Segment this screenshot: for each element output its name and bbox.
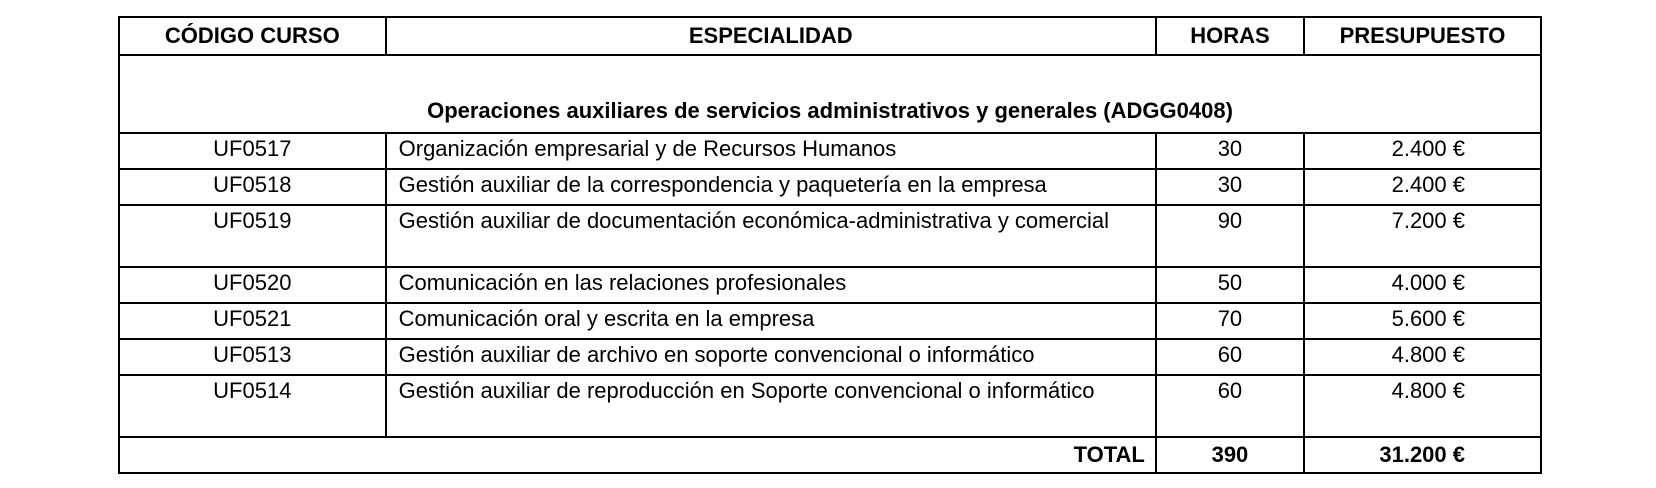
course-budget: 5.600 € [1304, 303, 1541, 339]
course-budget: 2.400 € [1304, 169, 1541, 205]
course-budget: 4.800 € [1304, 375, 1541, 437]
table-row [119, 339, 1541, 375]
course-hours: 60 [1156, 339, 1304, 375]
table-row [119, 169, 1541, 205]
course-specialty: Organización empresarial y de Recursos Humanos [386, 133, 1156, 169]
total-budget: 31.200 € [1304, 437, 1541, 473]
course-code: UF0514 [119, 375, 386, 437]
course-specialty: Comunicación oral y escrita en la empresa [386, 303, 1156, 339]
total-label: TOTAL [119, 437, 1156, 473]
total-row [119, 437, 1541, 473]
header-row [119, 17, 1541, 55]
course-hours: 60 [1156, 375, 1304, 437]
table-row [119, 267, 1541, 303]
course-hours: 90 [1156, 205, 1304, 267]
course-budget: 2.400 € [1304, 133, 1541, 169]
course-budget-table [118, 16, 1542, 474]
course-budget: 4.800 € [1304, 339, 1541, 375]
total-hours: 390 [1156, 437, 1304, 473]
section-title: Operaciones auxiliares de servicios administrativos y generales (ADGG0408) [119, 55, 1541, 133]
course-specialty: Comunicación en las relaciones profesionales [386, 267, 1156, 303]
course-hours: 30 [1156, 169, 1304, 205]
course-code: UF0520 [119, 267, 386, 303]
course-code: UF0518 [119, 169, 386, 205]
course-specialty: Gestión auxiliar de documentación económica-administrativa y comercial [386, 205, 1156, 267]
course-code: UF0519 [119, 205, 386, 267]
header-specialty: ESPECIALIDAD [386, 17, 1156, 55]
header-code: CÓDIGO CURSO [119, 17, 386, 55]
course-code: UF0513 [119, 339, 386, 375]
table-row [119, 205, 1541, 267]
table-row [119, 303, 1541, 339]
course-budget: 4.000 € [1304, 267, 1541, 303]
header-budget: PRESUPUESTO [1304, 17, 1541, 55]
course-hours: 70 [1156, 303, 1304, 339]
course-hours: 50 [1156, 267, 1304, 303]
course-specialty: Gestión auxiliar de archivo en soporte convencional o informático [386, 339, 1156, 375]
course-budget: 7.200 € [1304, 205, 1541, 267]
table-row [119, 133, 1541, 169]
course-code: UF0517 [119, 133, 386, 169]
course-specialty: Gestión auxiliar de reproducción en Soporte convencional o informático [386, 375, 1156, 437]
table-row [119, 375, 1541, 437]
course-hours: 30 [1156, 133, 1304, 169]
course-specialty: Gestión auxiliar de la correspondencia y paquetería en la empresa [386, 169, 1156, 205]
section-row [119, 55, 1541, 133]
course-code: UF0521 [119, 303, 386, 339]
header-hours: HORAS [1156, 17, 1304, 55]
